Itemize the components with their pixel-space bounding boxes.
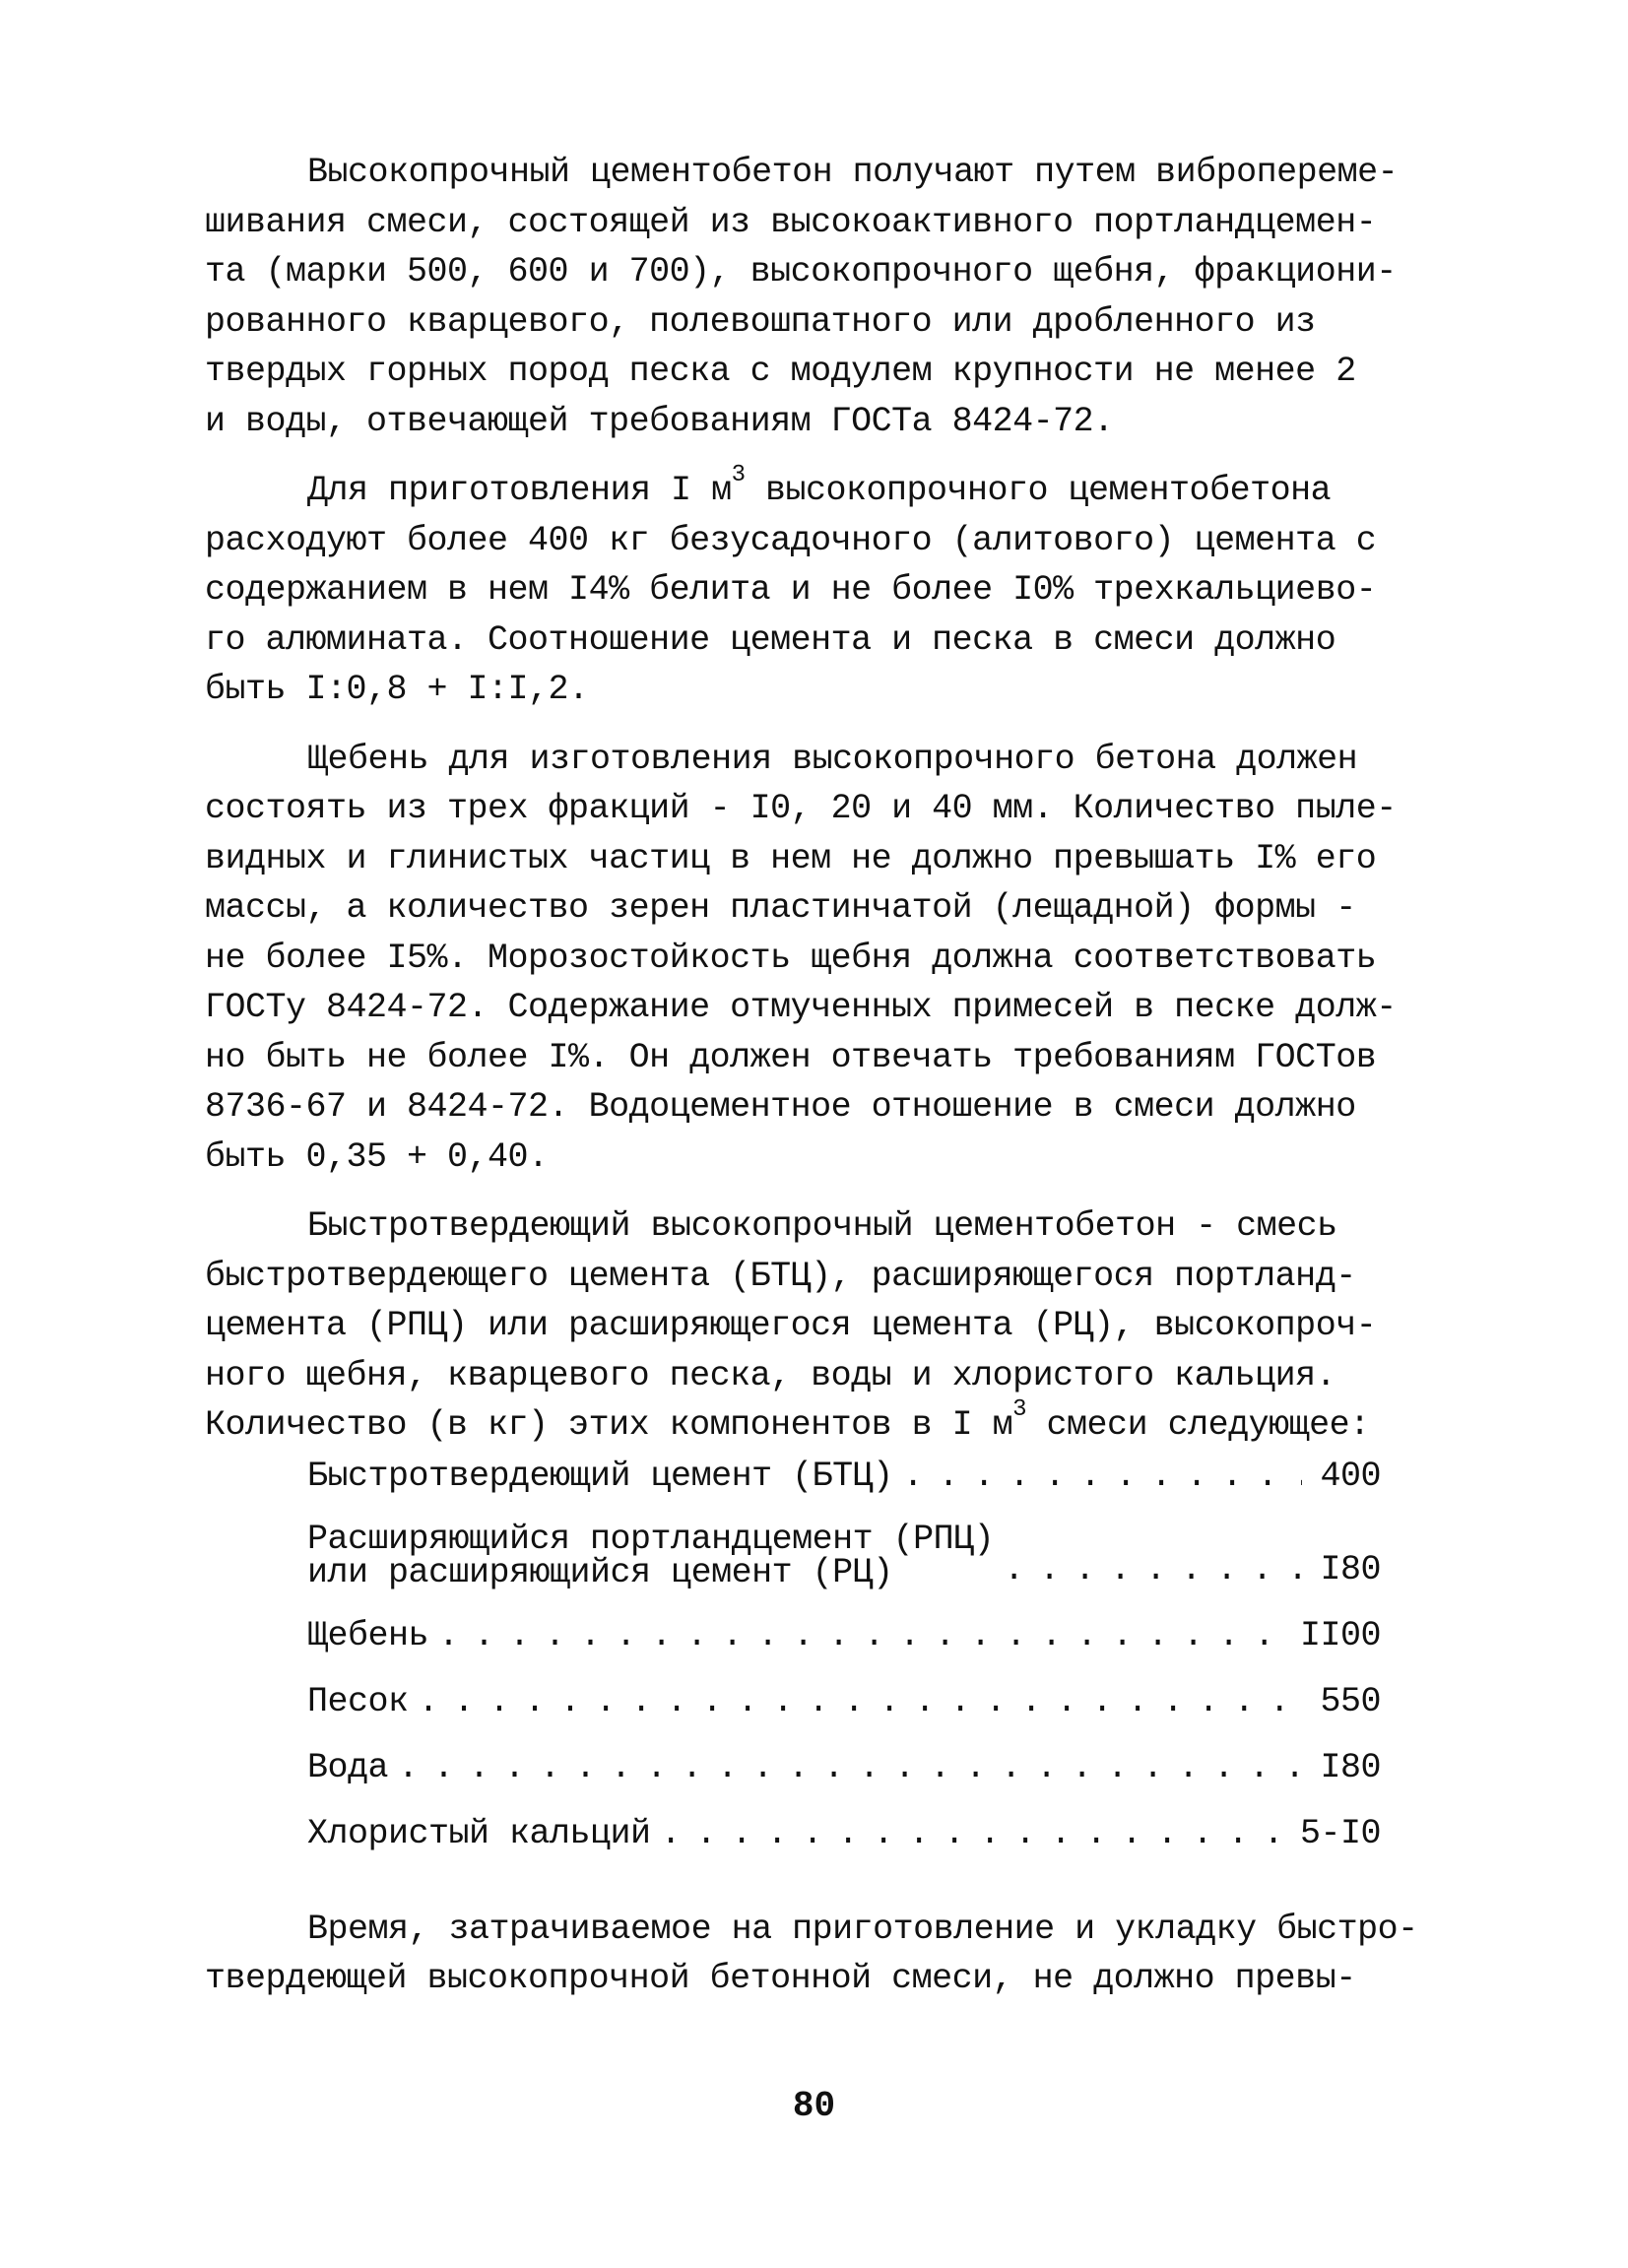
leader-dots <box>438 1616 1290 1655</box>
text-line: содержанием в нем I4% белита и не более I0% трехкальциево- <box>205 570 1377 610</box>
page-number: 80 <box>792 2086 836 2126</box>
text-line: ГОСТу 8424-72. Содержание отмученных примесей в песке долж- <box>205 988 1397 1027</box>
leader-dots <box>661 1814 1290 1853</box>
text-line: цемента (РПЦ) или расширяющегося цемента (РЦ), высокопроч- <box>205 1306 1377 1345</box>
text-line: го алюмината. Соотношение цемента и песка в смеси должно <box>205 619 1336 660</box>
text-line: быть I:0,8 + I:I,2. <box>205 670 589 709</box>
paragraph-2 <box>205 462 1436 715</box>
list-item <box>307 1748 1381 1787</box>
text-line: расходуют более 400 кг безусадочного (алитового) цемента с <box>205 520 1377 560</box>
text-line: 8736-67 и 8424-72. Водоцементное отношение в смеси должно <box>205 1087 1356 1127</box>
component-name <box>307 1519 995 1592</box>
text-line: быстротвердеющего цемента (БТЦ), расширяющегося портланд- <box>205 1256 1356 1296</box>
text-line: и воды, отвечающей требованиям ГОСТа 8424-72. <box>205 401 1114 441</box>
text-line: но быть не более I%. Он должен отвечать требованиям ГОСТов <box>205 1037 1377 1077</box>
text-line: Время, затрачиваемое на приготовление и укладку быстро- <box>307 1909 1418 1949</box>
component-amount: II00 <box>1299 1615 1381 1655</box>
text-line <box>205 462 1436 516</box>
component-name-line: Расширяющийся портландцемент (РПЦ) <box>307 1519 995 1559</box>
component-amount: I80 <box>1320 1549 1381 1589</box>
paragraph-1 <box>205 148 1436 446</box>
list-item <box>307 1519 1381 1592</box>
superscript: 3 <box>1012 1396 1027 1424</box>
component-amount: I80 <box>1320 1747 1381 1787</box>
component-name: Быстротвердеющий цемент (БТЦ) <box>307 1456 893 1496</box>
component-name: Вода <box>307 1747 389 1787</box>
text-line: твердеющей высокопрочной бетонной смеси, не должно превы- <box>205 1959 1356 1998</box>
text-line: не более I5%. Морозостойкость щебня должна соответствовать <box>205 938 1377 978</box>
leader-dots <box>1004 1550 1302 1589</box>
mix-composition-list <box>307 1457 1381 1853</box>
text-line <box>205 1396 1436 1451</box>
list-item <box>307 1457 1381 1496</box>
paragraph-3 <box>205 735 1436 1183</box>
text-line: та (марки 500, 600 и 700), высокопрочного щебня, фракциони- <box>205 252 1397 292</box>
leader-dots <box>398 1748 1302 1787</box>
list-item <box>307 1616 1381 1655</box>
paragraph-4 <box>205 1201 1436 1451</box>
leader-dots <box>903 1457 1302 1496</box>
text-line: видных и глинистых частиц в нем не должно превышать I% его <box>205 838 1377 878</box>
page-body <box>205 148 1436 2024</box>
list-item <box>307 1682 1381 1721</box>
component-name: Песок <box>307 1681 409 1721</box>
list-item <box>307 1814 1381 1853</box>
paragraph-5 <box>205 1905 1436 2004</box>
leader-dots <box>419 1682 1302 1721</box>
text-line: Быстротвердеющий высокопрочный цементобетон - смесь <box>307 1206 1337 1246</box>
text-line: массы, а количество зерен пластинчатой (лещадной) формы - <box>205 888 1356 928</box>
text-line: ного щебня, кварцевого песка, воды и хлористого кальция. <box>205 1355 1336 1395</box>
component-amount: 400 <box>1320 1456 1381 1496</box>
text-line: твердых горных пород песка с модулем крупности не менее 2 <box>205 352 1356 391</box>
text-line: рованного кварцевого, полевошпатного или дробленного из <box>205 301 1316 342</box>
component-amount: 550 <box>1320 1681 1381 1721</box>
text-line: Высокопрочный цементобетон получают путем вибропереме- <box>307 153 1399 192</box>
text-fragment: смеси следующее: <box>1026 1405 1370 1445</box>
text-line: Щебень для изготовления высокопрочного бетона должен <box>307 739 1358 779</box>
component-name-line: или расширяющийся цемент (РЦ) <box>307 1552 893 1592</box>
text-line: быть 0,35 + 0,40. <box>205 1136 549 1177</box>
superscript: 3 <box>731 462 746 489</box>
text-line: состоять из трех фракций - I0, 20 и 40 мм. Количество пыле- <box>205 789 1397 828</box>
text-fragment: Количество (в кг) этих компонентов в I м <box>205 1405 1013 1445</box>
component-name: Хлористый кальций <box>307 1813 651 1853</box>
text-line: шивания смеси, состоящей из высокоактивного портландцемен- <box>205 202 1377 242</box>
text-fragment: высокопрочного цементобетона <box>745 471 1332 510</box>
text-fragment: Для приготовления I м <box>307 471 732 510</box>
component-amount: 5-I0 <box>1299 1813 1381 1853</box>
component-name: Щебень <box>307 1615 429 1655</box>
